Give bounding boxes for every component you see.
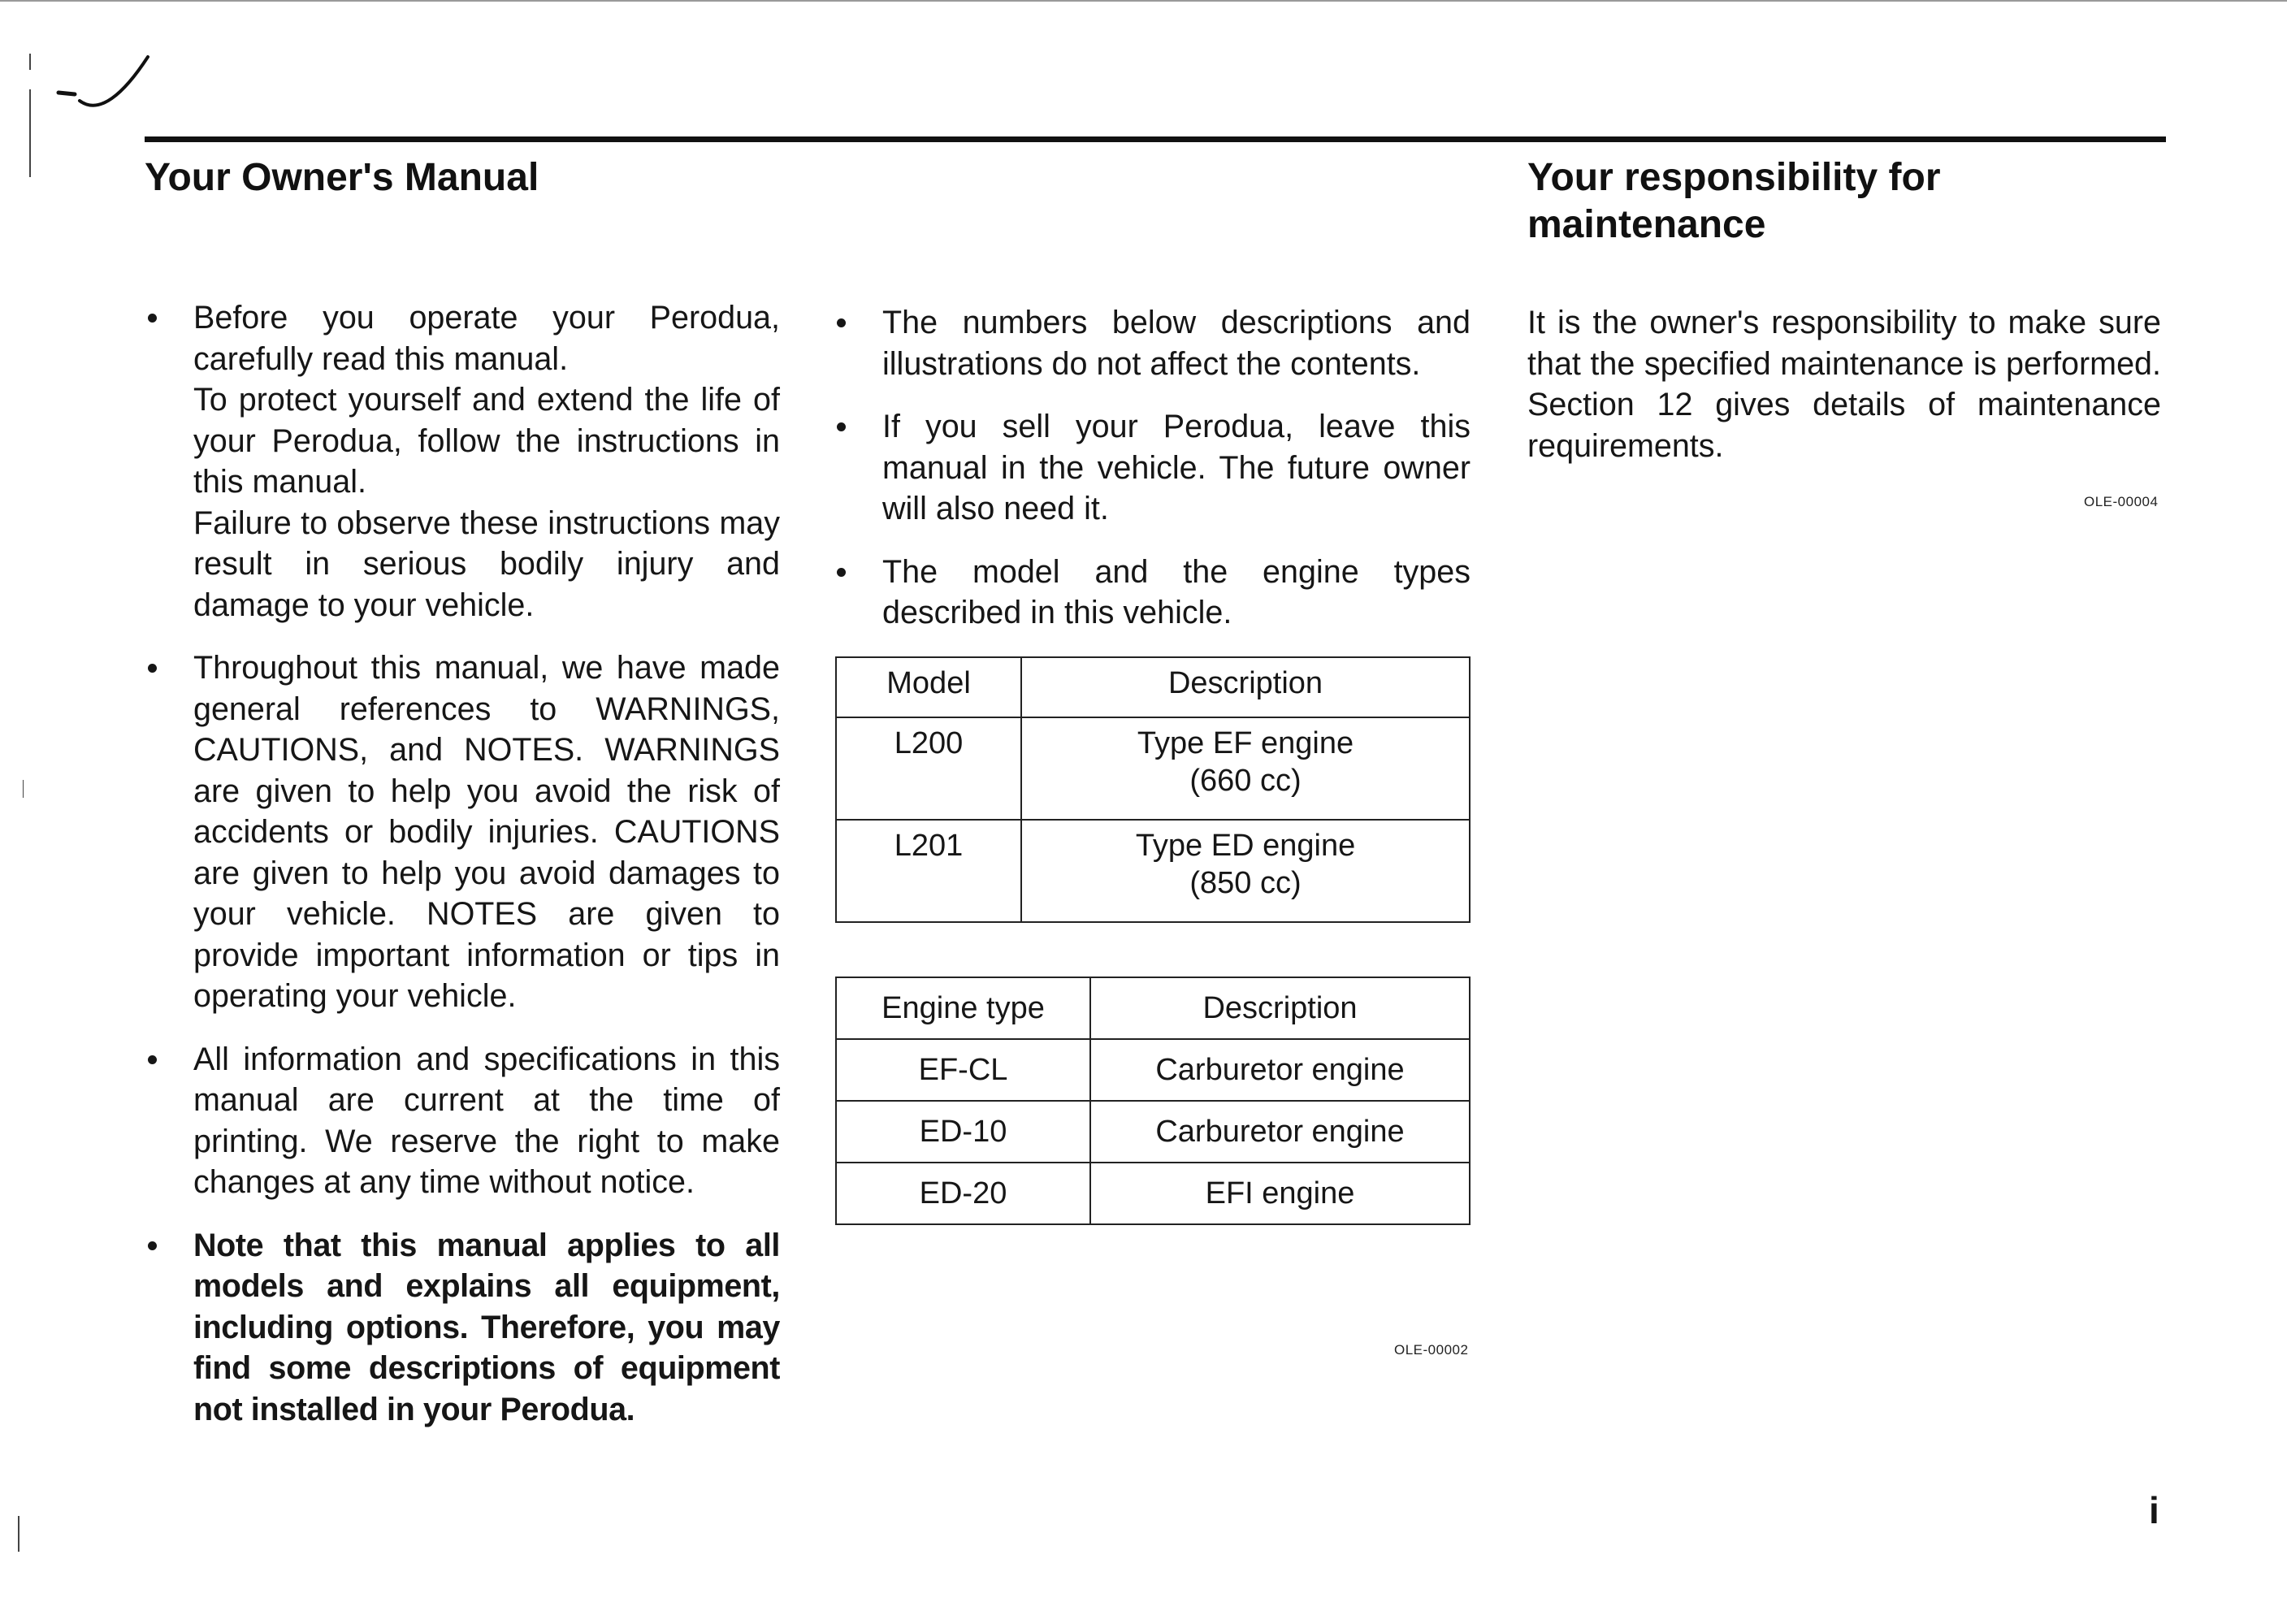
table-header-row <box>836 657 1470 717</box>
table-cell: ED-10 <box>836 1101 1090 1163</box>
bullet-list <box>834 302 1471 634</box>
scan-margin-mark <box>23 780 24 798</box>
reference-code: OLE-00004 <box>2084 494 2159 509</box>
bullet-icon <box>837 318 846 327</box>
reference-code: OLE-00002 <box>1394 1342 1469 1358</box>
cell-line: Type ED engine <box>1135 829 1356 863</box>
paragraph: It is the owner's responsibility to make sure that the specified maintenance is performed. Section 12 gives details of maintenance requirements. <box>1527 305 2161 464</box>
table-cell <box>1021 717 1470 820</box>
list-item <box>145 647 780 1017</box>
bullet-list <box>145 297 780 1430</box>
engine-type-table <box>835 977 1471 1225</box>
page-number: i <box>2149 1489 2159 1531</box>
list-item <box>834 406 1471 530</box>
table-cell: Carburetor engine <box>1090 1039 1470 1101</box>
paragraph: The numbers below descriptions and illustrations do not affect the contents. <box>882 305 1471 382</box>
header-rule <box>145 136 2166 142</box>
cell-line: Type EF engine <box>1137 726 1354 760</box>
bullet-icon <box>148 1241 157 1250</box>
paragraph: The model and the engine types described in this vehicle. <box>882 553 1471 630</box>
paragraph: To protect yourself and extend the life of your Perodua, follow the instructions in this manual. <box>193 382 780 500</box>
table-cell: L200 <box>836 717 1021 820</box>
paragraph: All information and specifications in this manual are current at the time of printing. We reserve the right to make changes at any time without notice. <box>193 1041 780 1200</box>
table-row <box>836 1101 1470 1163</box>
model-table <box>835 656 1471 923</box>
table-header-cell: Description <box>1021 657 1470 717</box>
cell-line: (850 cc) <box>1189 866 1302 900</box>
section-heading-owners-manual: Your Owner's Manual <box>145 156 539 199</box>
scan-margin-mark <box>29 89 31 177</box>
list-item <box>834 552 1471 634</box>
paragraph: Note that this manual applies to all models and explains all equipment, including options. Therefore, you may find some descriptions of equipment not installed in your Perodua. <box>193 1227 780 1427</box>
table-cell: L201 <box>836 820 1021 922</box>
bullet-icon <box>837 568 846 577</box>
paragraph: Before you operate your Perodua, carefully read this manual. <box>193 300 780 377</box>
table-header-row <box>836 977 1470 1039</box>
table-header-cell: Model <box>836 657 1021 717</box>
list-item <box>145 297 780 626</box>
bullet-icon <box>148 664 157 673</box>
cell-line: (660 cc) <box>1189 764 1302 798</box>
scan-margin-mark <box>29 54 31 70</box>
column-owners-manual <box>145 297 780 1452</box>
scan-top-border <box>0 0 2287 2</box>
table-cell: EFI engine <box>1090 1163 1470 1224</box>
column-notes <box>834 302 1471 656</box>
section-heading-maintenance: Your responsibility for maintenance <box>1527 156 1941 246</box>
paragraph: Throughout this manual, we have made general references to WARNINGS, CAUTIONS, and NOTES. WARNINGS are given to help you avoid the risk of accidents or bodily injuries. CAUTIONS are given to help you avoid damages to your vehicle. NOTES are given to provide important information or tips in operating your vehicle. <box>193 650 780 1014</box>
table-row <box>836 820 1470 922</box>
bullet-icon <box>148 1055 157 1064</box>
bullet-icon <box>148 314 157 323</box>
paragraph: Failure to observe these instructions may result in serious bodily injury and damage to your vehicle. <box>193 505 780 623</box>
scan-margin-mark <box>18 1516 19 1552</box>
table-row <box>836 1039 1470 1101</box>
list-item <box>145 1225 780 1431</box>
table-header-cell: Engine type <box>836 977 1090 1039</box>
list-item <box>834 302 1471 384</box>
table-cell: EF-CL <box>836 1039 1090 1101</box>
list-item <box>145 1039 780 1203</box>
table-header-cell: Description <box>1090 977 1470 1039</box>
handwritten-mark-icon <box>50 52 156 117</box>
table-cell: Carburetor engine <box>1090 1101 1470 1163</box>
paragraph: If you sell your Perodua, leave this manual in the vehicle. The future owner will also need it. <box>882 409 1471 526</box>
table-cell <box>1021 820 1470 922</box>
table-cell: ED-20 <box>836 1163 1090 1224</box>
bullet-icon <box>837 422 846 431</box>
table-row <box>836 717 1470 820</box>
column-maintenance <box>1527 302 2161 466</box>
table-row <box>836 1163 1470 1224</box>
